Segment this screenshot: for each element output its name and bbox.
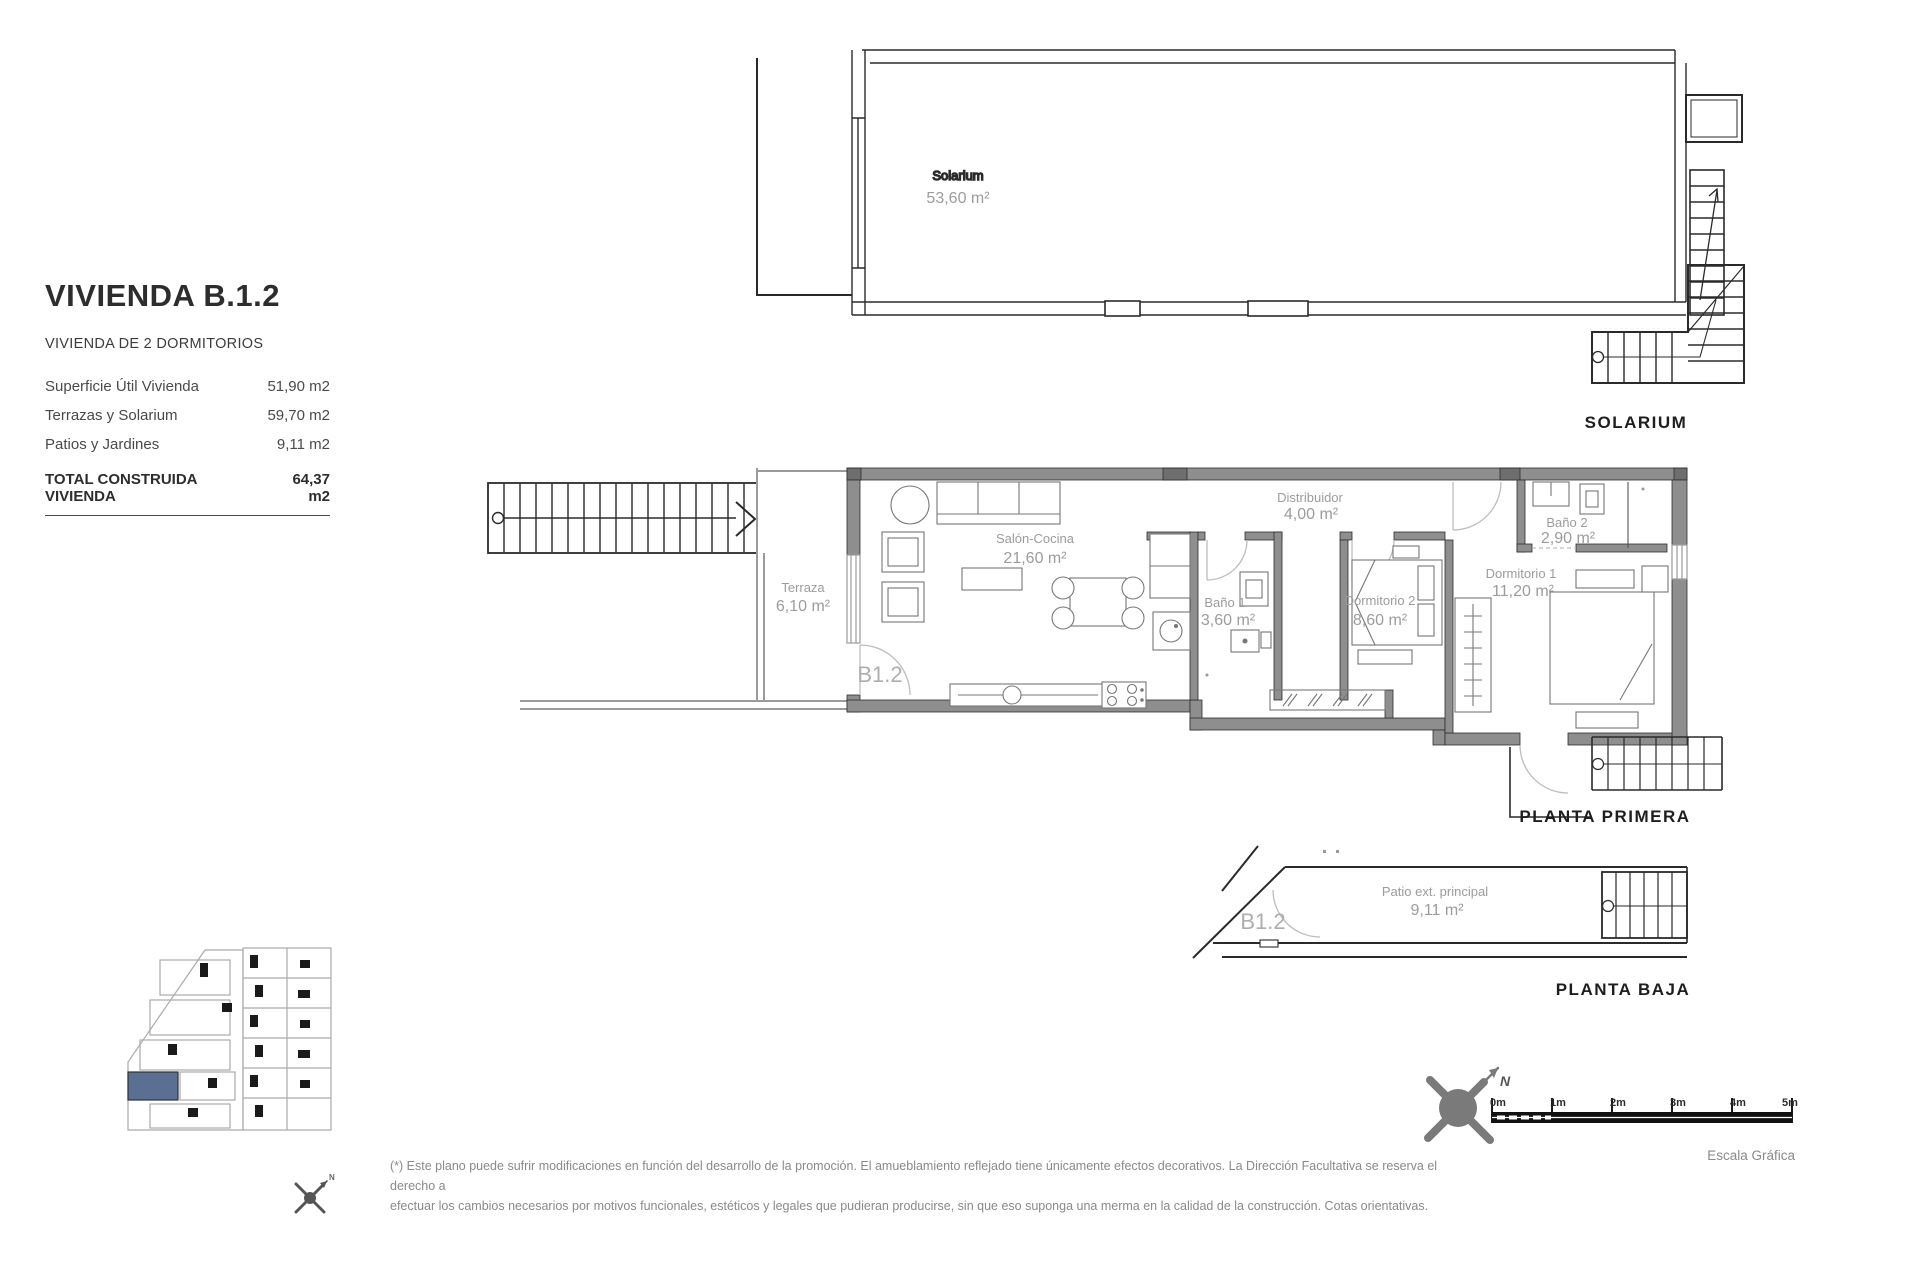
room-bath1-area: 3,60 m² xyxy=(1200,612,1256,629)
room-bed1-name: Dormitorio 1 xyxy=(1485,566,1557,581)
page-title: VIVIENDA B.1.2 xyxy=(45,278,280,313)
first-floor-caption: PLANTA PRIMERA xyxy=(1519,807,1691,826)
room-bath1-name: Baño 1 xyxy=(1204,595,1246,610)
solarium-caption: SOLARIUM xyxy=(1584,413,1688,432)
row-label: Terrazas y Solarium xyxy=(45,407,178,424)
first-floor-plan xyxy=(488,468,1722,826)
row-label: Patios y Jardines xyxy=(45,436,160,453)
page-subtitle: VIVIENDA DE 2 DORMITORIOS xyxy=(45,336,264,352)
row-value: 9,11 m2 xyxy=(276,436,330,453)
scale-tick: 4m xyxy=(1730,1097,1746,1109)
entry-stair xyxy=(488,483,757,553)
row-label: Superficie Útil Vivienda xyxy=(45,378,199,395)
living-room-furniture xyxy=(882,482,1146,708)
scale-tick: 1m xyxy=(1550,1097,1566,1109)
highlighted-unit xyxy=(128,1072,178,1100)
room-hall-area: 4,00 m² xyxy=(1283,506,1339,523)
room-hall-name: Distribuidor xyxy=(1277,490,1343,505)
room-salon-area: 21,60 m² xyxy=(1003,550,1067,567)
disclaimer-note xyxy=(390,1156,1475,1216)
unit-label-first-floor: B1.2 xyxy=(857,662,903,687)
row-value: 51,90 m2 xyxy=(267,378,330,395)
row-value: 59,70 m2 xyxy=(267,407,330,424)
solarium-room-area: 53,60 m² xyxy=(926,190,990,207)
room-bath2-area: 2,90 m² xyxy=(1540,530,1596,547)
disclaimer-line: (*) Este plano puede sufrir modificaciones en función del desarrollo de la promoción. El amueblamiento reflejado tiene únicamente efectos decorativos. La Dirección Facultativa se reserva el derecho a xyxy=(390,1159,1438,1193)
north-label-small: N xyxy=(329,1173,335,1182)
solarium-right-stair xyxy=(1690,170,1724,315)
north-label: N xyxy=(1500,1073,1511,1089)
north-arrow-small-icon xyxy=(296,1173,335,1212)
room-salon-name: Salón-Cocina xyxy=(995,531,1075,546)
total-value: 64,37 m2 xyxy=(292,471,330,505)
room-patio-name: Patio ext. principal xyxy=(1381,884,1489,899)
room-bath2-name: Baño 2 xyxy=(1546,515,1588,530)
room-patio-area: 9,11 m² xyxy=(1410,902,1464,919)
solarium-room-label: Solarium xyxy=(932,168,984,183)
scale-tick: 2m xyxy=(1610,1097,1626,1109)
scale-tick: 0m xyxy=(1490,1097,1506,1109)
disclaimer-line: efectuar los cambios necesarios por motivos funcionales, estéticos y legales que pudieran producirse, sin que eso suponga una merma en la calidad de la construcción. Cotas orientativas. xyxy=(390,1199,1429,1213)
site-key-plan xyxy=(128,948,331,1130)
balcony-and-stair xyxy=(1510,737,1722,817)
room-bed1-area: 11,20 m² xyxy=(1492,583,1554,600)
room-bed2-area: 8,60 m² xyxy=(1352,612,1408,629)
room-bed2-name: Dormitorio 2 xyxy=(1344,593,1416,608)
scale-tick: 5m xyxy=(1782,1097,1798,1109)
scale-caption: Escala Gráfica xyxy=(1707,1148,1795,1163)
ground-floor-plan xyxy=(1193,846,1690,999)
room-terraza-name: Terraza xyxy=(781,580,825,595)
hall-closet xyxy=(1270,690,1385,710)
kitchen-cabinets xyxy=(1150,534,1190,650)
unit-label-ground-floor: B1.2 xyxy=(1240,909,1286,934)
total-label: TOTAL CONSTRUIDA VIVIENDA xyxy=(45,471,197,505)
ground-floor-caption: PLANTA BAJA xyxy=(1555,980,1691,999)
solarium-plan xyxy=(757,50,1744,432)
room-terraza-area: 6,10 m² xyxy=(775,598,831,615)
scale-tick: 3m xyxy=(1670,1097,1686,1109)
scale-bar xyxy=(1490,1097,1798,1163)
bedroom1-furniture xyxy=(1455,566,1668,728)
